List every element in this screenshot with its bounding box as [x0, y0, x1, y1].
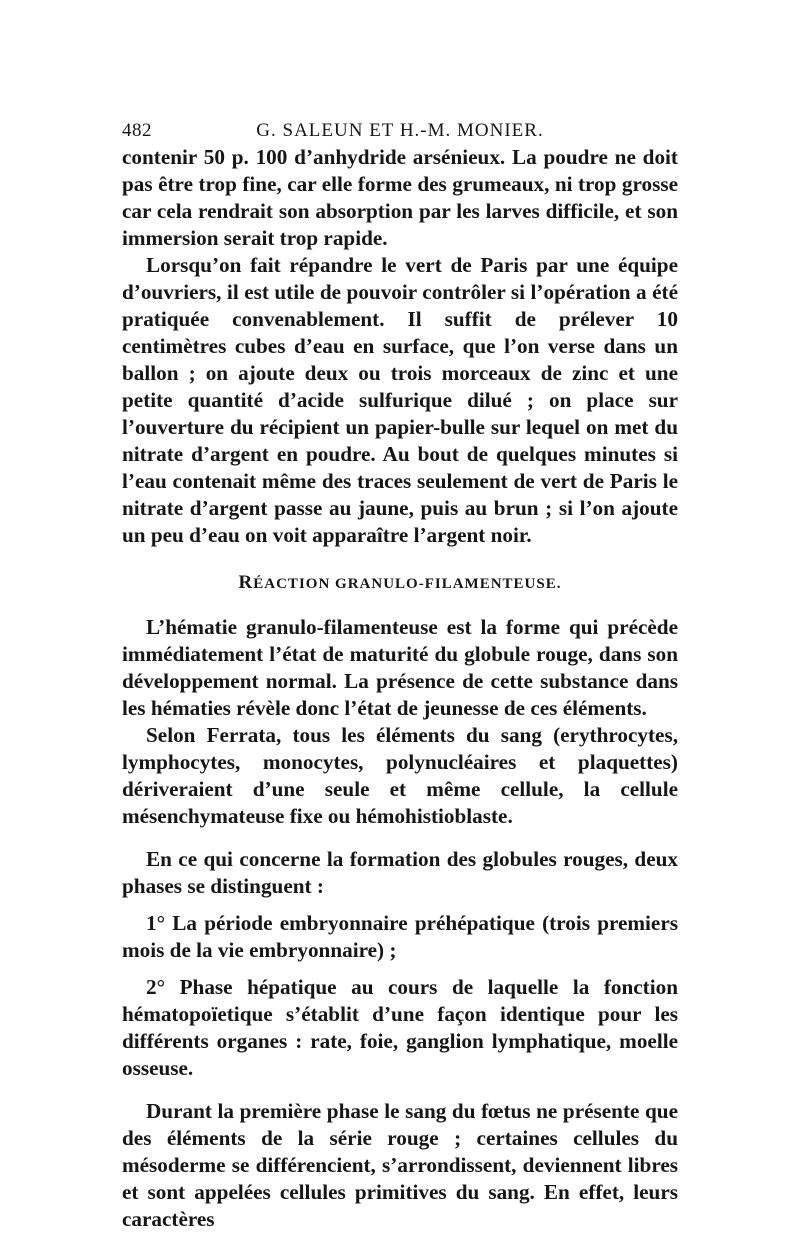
page-number: 482 — [122, 120, 152, 141]
paragraph-hematie: L’hématie granulo-filamenteuse est la forme qui précède immédiatement l’état de maturité du globule rouge, dans son développement normal. La présence de cette substance dans les hématies révèle donc l’état de jeunesse de ces éléments. — [122, 615, 678, 720]
paragraph-formation: En ce qui concerne la formation des globules rouges, deux phases se distinguent : — [122, 847, 678, 898]
paragraph-continuation: contenir 50 p. 100 d’anhydride arsénieux. La poudre ne doit pas être trop fine, car elle forme des grumeaux, ni trop grosse car cela rendrait son absorption par les larves difficile, et son immersion serait trop rapide. — [122, 145, 678, 250]
list-item-phase-1: 1° La période embryonnaire préhépatique (trois premiers mois de la vie embryonnaire) ; — [122, 911, 678, 962]
paragraph-vert-de-paris: Lorsqu’on fait répandre le vert de Paris par une équipe d’ouvriers, il est utile de pouvoir contrôler si l’opération a été pratiquée convenablement. Il suffit de prélever 10 centimètres cubes d’eau en surface, que l’on verse dans un ballon ; on ajoute deux ou trois morceaux de zinc et une petite quantité d’acide sulfurique dilué ; on place sur l’ouverture du récipient un papier-bulle sur lequel on met du nitrate d’argent en poudre. Au bout de quelques minutes si l’eau contenait même des traces seulement de vert de Paris le nitrate d’argent passe au jaune, puis au brun ; si l’on ajoute un peu d’eau on voit apparaître l’argent noir. — [122, 253, 678, 547]
section-heading-text: ÉACTION GRANULO-FILAMENTEUSE. — [253, 576, 562, 592]
running-header — [122, 110, 678, 144]
body-text — [122, 144, 678, 1233]
paragraph-ferrata: Selon Ferrata, tous les éléments du sang (erythrocytes, lymphocytes, monocytes, polynucléaires et plaquettes) dériveraient d’une seule et même cellule, la cellule mésenchymateuse fixe ou hémohistioblaste. — [122, 723, 678, 828]
book-page — [122, 110, 678, 1233]
list-item-phase-2: 2° Phase hépatique au cours de laquelle la fonction hématopoïetique s’établit d’une façon identique pour les différents organes : rate, foie, ganglion lymphatique, moelle osseuse. — [122, 975, 678, 1080]
running-title: G. SALEUN ET H.-M. MONIER. — [256, 120, 544, 141]
paragraph-premiere-phase: Durant la première phase le sang du fœtus ne présente que des éléments de la série rouge ; certaines cellules du mésoderme se différencient, s’arrondissent, deviennent libres et sont appelées cellules primitives du sang. En effet, leurs caractères — [122, 1099, 678, 1231]
section-heading — [122, 569, 678, 598]
section-heading-initial: R — [238, 572, 254, 593]
